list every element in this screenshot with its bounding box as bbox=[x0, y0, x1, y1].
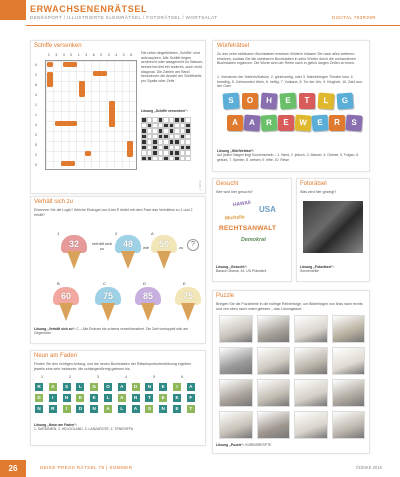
schiffe-col-count: 2 bbox=[122, 53, 125, 57]
puzzle-piece[interactable] bbox=[219, 347, 253, 375]
cone-label-a: A bbox=[151, 231, 154, 236]
ice-cream-a[interactable]: 50 bbox=[151, 235, 177, 269]
letter-cube: T bbox=[299, 93, 315, 109]
ice-cream-e[interactable]: 75 bbox=[175, 287, 201, 321]
letter-tile: O bbox=[104, 383, 112, 391]
puzzle-piece[interactable] bbox=[219, 315, 253, 343]
wuerfel-instructions: Zu den zehn sichtbaren Buchstaben ersetzen Würfeln müssen Sie nach allen weiteren ersetzen, sodass Sie die sichtbaren Buchstaben in zehn Wörter durch die vorhandenen Buchstaben ergänzen. Die Worte sind der Reihe nach in gleich langen Zeilen zu lesen. bbox=[217, 52, 356, 66]
letter-tile: E bbox=[159, 383, 167, 391]
letter-tile: R bbox=[49, 405, 57, 413]
letter-cube: S bbox=[345, 114, 362, 131]
schiffe-col-count: 1 bbox=[77, 53, 80, 57]
verhalt-instructions: Erkennen Sie die Logik? Welche Eiskugel von A bis E bildet mit dem Paar das Verhältnis zu 1 und 2 erhält? bbox=[34, 208, 193, 217]
puzzle-piece[interactable] bbox=[257, 379, 291, 407]
page-footer bbox=[0, 460, 400, 477]
schiffe-row-count: 1 bbox=[35, 103, 37, 107]
letter-tile: R bbox=[35, 383, 43, 391]
puzzle-title: Puzzle bbox=[216, 293, 235, 299]
verhalt-title: Verhält sich zu bbox=[34, 199, 74, 205]
question-mark-bubble: ? bbox=[187, 239, 199, 251]
letter-cube: O bbox=[242, 93, 258, 109]
gesucht-question: Wer wird hier gesucht? bbox=[216, 190, 253, 194]
header-rule bbox=[26, 25, 400, 26]
puzzle-piece[interactable] bbox=[332, 411, 366, 439]
gesucht-title: Gesucht bbox=[216, 181, 239, 187]
letter-tile: L bbox=[118, 405, 126, 413]
letter-tile: N bbox=[145, 383, 153, 391]
header-accent-bar bbox=[0, 0, 26, 20]
letter-cube: G bbox=[336, 92, 353, 109]
letter-tile: G bbox=[90, 383, 98, 391]
cone-label-1: 1 bbox=[57, 231, 60, 236]
cone-label-d: D bbox=[143, 281, 146, 286]
puzzle-piece[interactable] bbox=[332, 315, 366, 343]
ice-cream-b[interactable]: 60 bbox=[53, 287, 79, 321]
schiffe-solution-grid bbox=[141, 117, 191, 161]
letter-tile: N bbox=[35, 405, 43, 413]
letter-cube: E bbox=[311, 114, 328, 131]
schiffe-col-count: 0 bbox=[70, 53, 73, 57]
solution-cell bbox=[185, 156, 191, 162]
schiffe-row-count: 2 bbox=[35, 73, 37, 77]
magazine-name: DEIKE PRESS RÄTSEL 78 | SOMMER bbox=[40, 465, 133, 470]
fotoraetsel-question: Was wird hier gezeigt? bbox=[300, 190, 337, 194]
puzzle-card bbox=[212, 290, 370, 454]
edition-code: DIGITAL 763R26R bbox=[331, 15, 376, 20]
faden-card bbox=[30, 350, 206, 446]
gesucht-solution: Lösung „Gesucht“: Barack Obama, 44. US-Präsident bbox=[216, 265, 267, 274]
schiffe-row-count: 2 bbox=[35, 153, 37, 157]
page-title: ERWACHSENENRÄTSEL bbox=[30, 4, 148, 14]
schiffe-row-count: 4 bbox=[35, 123, 37, 127]
puzzle-piece[interactable] bbox=[294, 379, 328, 407]
faden-title: Neun am Faden bbox=[34, 353, 78, 359]
letter-cube: E bbox=[279, 92, 296, 109]
letter-cube: S bbox=[222, 92, 239, 109]
verhalt-text-a: verhält sich zu bbox=[91, 241, 113, 251]
letter-tile: D bbox=[132, 383, 140, 391]
letter-cube: L bbox=[317, 92, 334, 109]
puzzle-piece[interactable] bbox=[257, 315, 291, 343]
puzzle-solution: Lösung „Puzzle“: KÜRBISRESPTE bbox=[216, 443, 272, 447]
gesucht-wordcloud: HAWAII USA Michelle RECHTSANWALT Demokrat bbox=[219, 199, 277, 243]
wuerfel-card bbox=[212, 40, 370, 172]
puzzle-piece[interactable] bbox=[219, 411, 253, 439]
puzzle-instructions: Bringen Sie die Puzzleteile in die richtige Reihenfolge, um Bilderfolgen von links nach rechts und von oben nach unten gelesen – das Lösungswort. bbox=[216, 302, 363, 311]
letter-tile: E bbox=[173, 394, 181, 402]
schiffe-row-counts bbox=[35, 60, 43, 170]
fotoraetsel-photo bbox=[303, 201, 363, 253]
faden-tiles bbox=[35, 383, 201, 417]
letter-tile: A bbox=[104, 405, 112, 413]
letter-cube: W bbox=[294, 114, 311, 131]
puzzle-piece[interactable] bbox=[332, 379, 366, 407]
verhalt-text-b: wie bbox=[143, 245, 150, 250]
schiffe-col-counts bbox=[45, 53, 135, 59]
faden-instructions: Finden Sie den richtigen Anfang, und die neuen Buchstaben der Rätselsportunterstützung ergeben jeweils eine sehr bekannte, die schlangenförmig gelesen bis. bbox=[34, 362, 192, 371]
schiffe-card bbox=[30, 40, 206, 194]
schiffe-row-count: 1 bbox=[35, 113, 37, 117]
ice-cream-c[interactable]: 75 bbox=[95, 287, 121, 321]
wuerfel-clues: 1. Vornamen der Hallerin/Kabule, 2. gleichzeitig, oder 3. Nahrelizegen Theater bzw. 4. freiwillig, 5. Gebrannten Wein, 6. heftig, 7. Vulkane, 8. Tor der Uhr, 9. Klugheit, 10. Zahl aus der Oder bbox=[217, 75, 362, 89]
ice-cream-d[interactable]: 85 bbox=[135, 287, 161, 321]
schiffe-row-count: 4 bbox=[35, 93, 37, 97]
puzzle-piece[interactable] bbox=[294, 347, 328, 375]
wuerfel-solution: Lösung „Würfelrätsel“: Auf jedem Wagen liegt Sonnenschein – 1. Hand, 2. jedoch, 3. Wasser, 4. Gebote, 5. Folgen, 6. gebunt, 7. Spielen, 8. welsen, 9. trifte, 10. Reise bbox=[217, 149, 360, 162]
letter-cube: R bbox=[329, 115, 345, 131]
faden-number: 1 bbox=[41, 375, 43, 379]
faden-number: 5 bbox=[153, 375, 155, 379]
letter-tile: D bbox=[35, 394, 43, 402]
fotoraetsel-solution: Lösung „Fotorätsel“: Sonnenbrille bbox=[300, 265, 335, 274]
image-credit: ©DEIKE bbox=[199, 180, 202, 191]
schiffe-col-count: 3 bbox=[55, 53, 58, 57]
letter-tile: A bbox=[118, 394, 126, 402]
schiffe-col-count: 4 bbox=[115, 53, 118, 57]
schiffe-col-count: 4 bbox=[62, 53, 65, 57]
faden-solution: Lösung „Neun am Faden“: 1. SARDINIEN, 2. HELGOLAND, 3. LANZAROTE, 4. TENERIFFA bbox=[34, 423, 134, 432]
gesucht-card bbox=[212, 178, 292, 282]
page-header bbox=[0, 0, 400, 26]
schiffe-solution-label: Lösung „Schiffe versenken“: bbox=[141, 109, 188, 113]
letter-tile: E bbox=[159, 394, 167, 402]
schiffe-col-count: 2 bbox=[47, 53, 50, 57]
letter-cube: A bbox=[243, 114, 260, 131]
schiffe-col-count: 6 bbox=[130, 53, 133, 57]
letter-tile: F bbox=[187, 394, 195, 402]
cone-label-2: 2 bbox=[115, 231, 118, 236]
schiffe-col-count: 3 bbox=[85, 53, 88, 57]
letter-cube: A bbox=[227, 115, 243, 131]
verhalt-solution: Lösung „Verhält sich zu“: C – Alle Eiskuen bis schema verviel/annahmt. Die Zahl verdoppelt sich am Gegenüber. bbox=[34, 327, 188, 336]
faden-numbers bbox=[35, 375, 201, 381]
cone-label-e: E bbox=[183, 281, 186, 286]
letter-cube: E bbox=[278, 115, 294, 131]
wuerfel-cubes bbox=[223, 93, 363, 143]
fotoraetsel-title: Fotorätsel bbox=[300, 181, 327, 187]
wuerfel-title: Würfelrätsel bbox=[217, 43, 250, 49]
letter-tile: A bbox=[118, 383, 126, 391]
schiffe-col-count: 3 bbox=[107, 53, 110, 57]
letter-tile: S bbox=[63, 383, 71, 391]
puzzle-piece[interactable] bbox=[257, 347, 291, 375]
schiffe-row-count: 0 bbox=[35, 163, 37, 167]
letter-cube: R bbox=[260, 114, 277, 131]
letter-tile: E bbox=[90, 394, 98, 402]
puzzle-piece[interactable] bbox=[294, 411, 328, 439]
faden-number: 2 bbox=[69, 375, 71, 379]
schiffe-board[interactable] bbox=[45, 60, 137, 170]
puzzle-piece[interactable] bbox=[257, 411, 291, 439]
ice-cream-1[interactable]: 32 bbox=[61, 235, 87, 269]
letter-tile: I bbox=[173, 383, 181, 391]
letter-tile: A bbox=[187, 383, 195, 391]
letter-cube: H bbox=[260, 92, 277, 109]
puzzle-piece[interactable] bbox=[332, 347, 366, 375]
letter-tile: A bbox=[49, 383, 57, 391]
puzzle-piece[interactable] bbox=[219, 379, 253, 407]
schiffe-row-count: 6 bbox=[35, 83, 37, 87]
letter-tile: S bbox=[145, 405, 153, 413]
letter-tile: N bbox=[159, 405, 167, 413]
faden-number: 3 bbox=[97, 375, 99, 379]
letter-tile: L bbox=[76, 383, 84, 391]
verhalt-text-c: zu bbox=[179, 245, 184, 250]
faden-number: 6 bbox=[181, 375, 183, 379]
letter-tile: E bbox=[173, 405, 181, 413]
cone-label-b: B bbox=[57, 281, 60, 286]
verhalt-card bbox=[30, 196, 206, 344]
schiffe-row-count: 2 bbox=[35, 133, 37, 137]
letter-tile: T bbox=[145, 394, 153, 402]
letter-tile: T bbox=[187, 405, 195, 413]
schiffe-instructions: Die unten abgebildeten „Schiffe“ sind aufzuspüren. Alle Schiffe liegen senkrecht oder waagerecht im Wasser, keines berührt ein anderes, auch nicht diagonal. Die Zahlen am Rand bezeichnen die Anzahl der Schiffsteile pro Spalte oder Zeile. bbox=[141, 51, 203, 84]
letter-tile: E bbox=[76, 394, 84, 402]
puzzle-grid bbox=[219, 315, 365, 439]
cone-label-c: C bbox=[103, 281, 106, 286]
schiffe-row-count: 4 bbox=[35, 63, 37, 67]
letter-tile: N bbox=[63, 394, 71, 402]
schiffe-col-count: 0 bbox=[100, 53, 103, 57]
letter-tile: N bbox=[132, 394, 140, 402]
fotoraetsel-card bbox=[296, 178, 370, 282]
letter-tile: D bbox=[76, 405, 84, 413]
schiffe-col-count: 6 bbox=[92, 53, 95, 57]
puzzle-piece[interactable] bbox=[294, 315, 328, 343]
page-subtitle: DENKSPORT / ILLUSTRIERTE KLEINRÄTSEL / FOTORÄTSEL / WORTSALAT bbox=[30, 15, 218, 20]
schiffe-title: Schiffe versenken bbox=[34, 43, 82, 49]
page-number: 26 bbox=[0, 460, 26, 477]
letter-tile: L bbox=[104, 394, 112, 402]
ice-cream-2[interactable]: 48 bbox=[115, 235, 141, 269]
publisher-credit: ©DEIKE 2015 bbox=[355, 465, 382, 470]
schiffe-row-count: 5 bbox=[35, 143, 37, 147]
letter-tile: A bbox=[132, 405, 140, 413]
letter-tile: I bbox=[49, 394, 57, 402]
letter-tile: N bbox=[90, 405, 98, 413]
letter-tile: I bbox=[63, 405, 71, 413]
faden-number: 4 bbox=[125, 375, 127, 379]
